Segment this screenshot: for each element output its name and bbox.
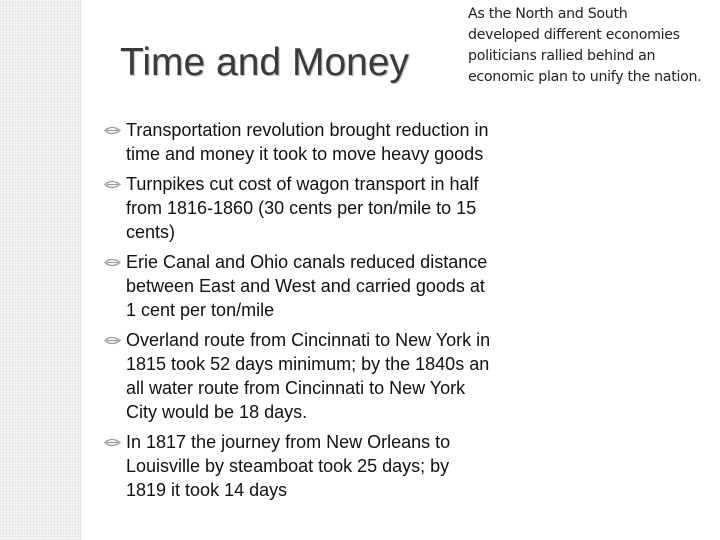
list-item bbox=[104, 172, 494, 244]
list-item bbox=[104, 118, 494, 166]
caption-line: politicians rallied behind an bbox=[468, 48, 656, 64]
slide-title: Time and Money bbox=[120, 41, 410, 84]
caption-line: developed different economies bbox=[468, 27, 680, 43]
caption-line: economic plan to unify the nation. bbox=[468, 69, 702, 85]
panel-divider bbox=[80, 0, 81, 540]
left-texture-panel bbox=[0, 0, 80, 540]
leaf-bullet-icon bbox=[104, 258, 121, 267]
bullet-text: Erie Canal and Ohio canals reduced distance between East and West and carried goods at 1 cent per ton/mile bbox=[126, 252, 488, 320]
caption-text bbox=[468, 4, 720, 88]
caption-line: As the North and South bbox=[468, 6, 628, 22]
leaf-bullet-icon bbox=[104, 438, 121, 447]
leaf-bullet-icon bbox=[104, 336, 121, 345]
bullet-text: Turnpikes cut cost of wagon transport in half from 1816-1860 (30 cents per ton/mile to 15 cents) bbox=[126, 174, 479, 242]
bullet-text: Transportation revolution brought reduction in time and money it took to move heavy goods bbox=[126, 120, 489, 164]
leaf-bullet-icon bbox=[104, 180, 121, 189]
leaf-bullet-icon bbox=[104, 126, 121, 135]
bullet-text: In 1817 the journey from New Orleans to Louisville by steamboat took 25 days; by 1819 it took 14 days bbox=[126, 432, 451, 500]
bullet-text: Overland route from Cincinnati to New York in 1815 took 52 days minimum; by the 1840s an all water route from Cincinnati to New York City would be 18 days. bbox=[126, 330, 491, 422]
list-item bbox=[104, 430, 494, 502]
bullet-list bbox=[104, 118, 494, 508]
list-item bbox=[104, 328, 494, 424]
list-item bbox=[104, 250, 494, 322]
